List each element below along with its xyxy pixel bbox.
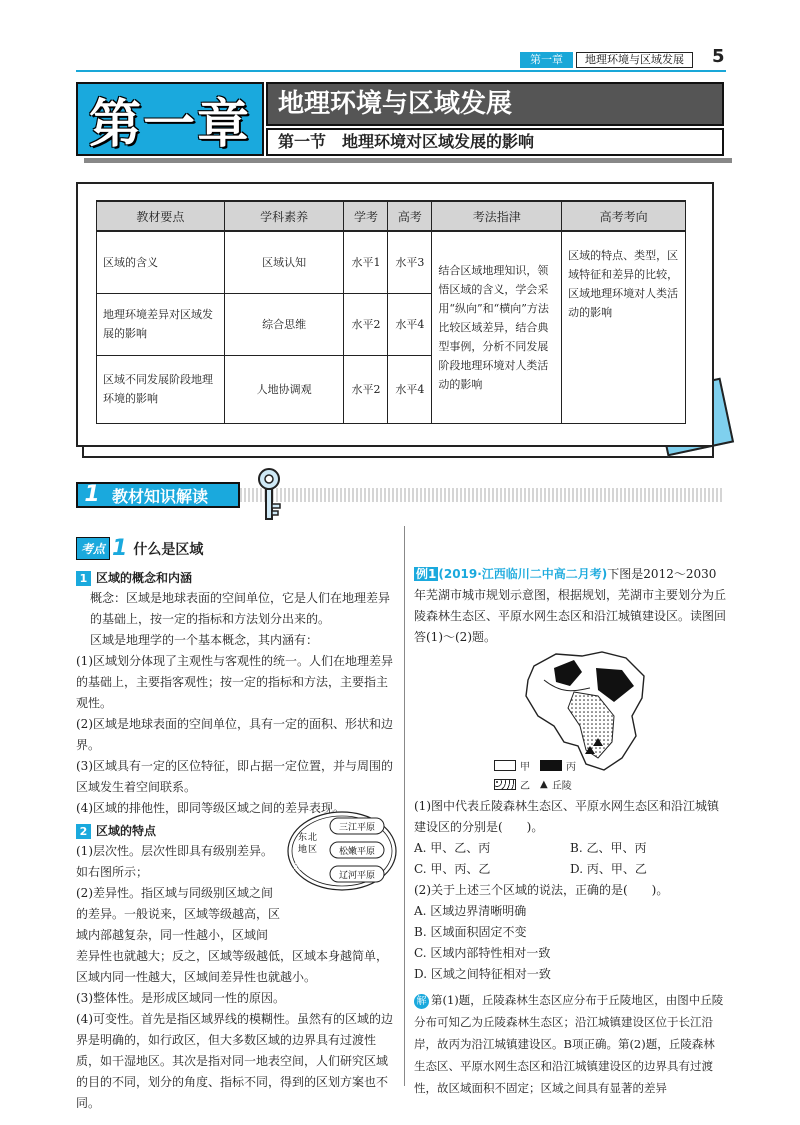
diagram-outer-char: 地: [298, 845, 308, 855]
kaodian-number: 1: [112, 536, 128, 561]
table-header: 高考考向: [562, 201, 686, 231]
paragraph: (4)区域的排他性，即同等级区域之间的差异表现。: [76, 801, 345, 815]
key-icon: [252, 466, 286, 524]
paragraph: 概念：区域是地球表面的空间单位，它是人们在地理差异的基础上，按一定的指标和方法划分出来的。: [90, 591, 391, 626]
table-cell-point: 地理环境差异对区域发展的影响: [97, 293, 225, 355]
paragraph: 区域是地理学的一个基本概念，其内涵有：: [90, 633, 319, 647]
option: A. 区域边界清晰明确: [414, 904, 527, 918]
table-header: 考法指津: [432, 201, 562, 231]
table-cell-point: 区域的含义: [97, 231, 225, 293]
questions: [414, 796, 726, 1099]
legend-label: 丙: [566, 762, 576, 773]
paragraph: (4)可变性。首先是指区域界线的模糊性。虽然有的区域的边界是明确的，如行政区，但大多数区域的边界具有过渡性质，如干湿地区。其次是指对同一地表空间，人们研究区域的目的不同，划分的角度、指标不同，得到的区划方案也不同。: [76, 1012, 394, 1110]
example-stem: [414, 564, 726, 648]
table-cell-gaokao: 水平4: [388, 355, 432, 423]
kaodian-title: 什么是区域: [133, 541, 204, 558]
banner-shadow: [84, 158, 732, 163]
table-header: 学科素养: [224, 201, 344, 231]
table-cell-xuekao: 水平1: [344, 231, 388, 293]
example-source: (2019·江西临川二中高二月考): [438, 567, 608, 581]
page-number: 5: [712, 46, 725, 67]
subheading: [76, 568, 396, 588]
option: A. 甲、乙、丙: [414, 841, 491, 855]
option: C. 区域内部特性相对一致: [414, 946, 551, 960]
paragraph: (2)区域是地球表面的空间单位，具有一定的面积、形状和边界。: [76, 717, 394, 752]
table-cell-gaokao: 水平3: [388, 231, 432, 293]
kaodian-badge: 考点: [76, 537, 110, 560]
table-cell-literacy: 区域认知: [224, 231, 344, 293]
option: D. 区域之间特征相对一致: [414, 967, 551, 981]
diagram-inner1: 三江平原: [338, 823, 376, 833]
diagram-outer-label: 东北地区: [292, 863, 329, 873]
legend-label: 甲: [520, 762, 530, 773]
section-title: [266, 128, 724, 156]
example-tag: 例1: [416, 567, 437, 581]
option: C. 甲、丙、乙: [414, 862, 491, 876]
paragraph: (2)差异性。指区域与同级别区域之间的差异。一般说来，区域等级越高，区域内部越复杂，同一性越小，区域间: [76, 886, 281, 942]
paragraph: (1)层次性。层次性即具有级别差异。如右图所示；: [76, 844, 273, 879]
section-bar: [76, 482, 724, 508]
diagram-outer-char: 北: [308, 833, 318, 843]
paragraph: (3)区域具有一定的区位特征，即占据一定位置，并与周围的区域发生着空间联系。: [76, 759, 394, 794]
subheading-number: 2: [76, 824, 91, 839]
diagram-inner2: 松嫩平原: [338, 847, 376, 857]
option: B. 区域面积固定不变: [414, 925, 527, 939]
section-heading: 教材知识解读: [112, 486, 209, 506]
map-legend: [494, 758, 576, 792]
running-header: [520, 52, 693, 68]
right-column: [414, 564, 726, 648]
diagram-outer-char: 东: [298, 833, 308, 843]
column-divider: [404, 526, 405, 1086]
section-number: 第一节: [278, 132, 327, 151]
table-header: 教材要点: [97, 201, 225, 231]
table-cell-literacy: 综合思维: [224, 293, 344, 355]
table-header: 高考: [388, 201, 432, 231]
legend-label: 丘陵: [551, 781, 572, 792]
example-text: 下图是2012～2030年芜湖市城市规划示意图，根据规划，芜湖市主要划分为丘陵森林生态区、平原水网生态区和沿江城镇建设区。读图回答(1)～(2)题。: [414, 567, 727, 644]
answer: [414, 989, 726, 1099]
running-header-chapter: 第一章: [520, 52, 573, 68]
kaodian-heading: [76, 536, 203, 561]
table-cell-literacy: 人地协调观: [224, 355, 344, 423]
answer-text: 第(1)题，丘陵森林生态区应分布于丘陵地区，由图中丘陵分布可知乙为丘陵森林生态区；沿江城镇建设区位于长江沿岸，故丙为沿江城镇建设区。B项正确。第(2)题，丘陵森林生态区、平原水网生态区和沿江城镇建设区的边界具有过渡性，故区域面积不固定；区域之间具有显著的差异: [414, 993, 724, 1095]
chapter-badge: [76, 82, 264, 156]
chapter-title: 地理环境与区域发展: [266, 82, 724, 126]
region-hierarchy-diagram: [286, 810, 398, 892]
table-cell-method: 结合区域地理知识，领悟区域的含义，学会采用“纵向”和“横向”方法比较区域差异，结合典型事例，分析不同发展阶段地理环境对人类活动的影响: [432, 231, 562, 423]
chapter-label: 第一章: [88, 94, 251, 155]
legend-label: 乙: [520, 781, 530, 792]
section-index: 1: [84, 482, 100, 507]
option: D. 丙、甲、乙: [570, 862, 647, 876]
diagram-inner3: 辽河平原: [338, 871, 376, 881]
paragraph: (1)区域划分体现了主观性与客观性的统一。人们在地理差异的基础上，主要指客观性；按一定的指标和方法，主要指主观性。: [76, 654, 394, 710]
question: (1)图中代表丘陵森林生态区、平原水网生态区和沿江城镇建设区的分别是( )。: [414, 799, 720, 834]
running-header-title: 地理环境与区域发展: [576, 52, 693, 68]
question: (2)关于上述三个区域的说法，正确的是( )。: [414, 883, 669, 897]
overview-table: [96, 200, 686, 424]
table-header: 学考: [344, 201, 388, 231]
options-row: [414, 838, 726, 859]
table-cell-gaokao: 水平4: [388, 293, 432, 355]
triangle-icon: ▲: [540, 779, 548, 790]
subheading-title: 区域的特点: [96, 823, 157, 838]
table-cell-trend: 区域的特点、类型，区域特征和差异的比较，区域地理环境对人类活动的影响: [562, 231, 686, 423]
paragraph: (3)整体性。是形成区域同一性的原因。: [76, 991, 285, 1005]
section-label: [76, 482, 240, 508]
subheading-title: 区域的概念和内涵: [96, 570, 193, 585]
answer-badge: 解: [414, 994, 429, 1009]
paragraph: 差异性也就越大；反之，区域等级越低，区域本身越简单，区域内同一性越大，区域间差异性也就越小。: [76, 949, 389, 984]
table-cell-xuekao: 水平2: [344, 293, 388, 355]
table-cell-xuekao: 水平2: [344, 355, 388, 423]
header-rule: [76, 70, 726, 72]
options-row: [414, 859, 726, 880]
option: B. 乙、甲、丙: [570, 841, 647, 855]
subheading-number: 1: [76, 571, 91, 586]
table-cell-point: 区域不同发展阶段地理环境的影响: [97, 355, 225, 423]
diagram-outer-char: 区: [308, 845, 318, 855]
section-name: 地理环境对区域发展的影响: [342, 132, 535, 151]
